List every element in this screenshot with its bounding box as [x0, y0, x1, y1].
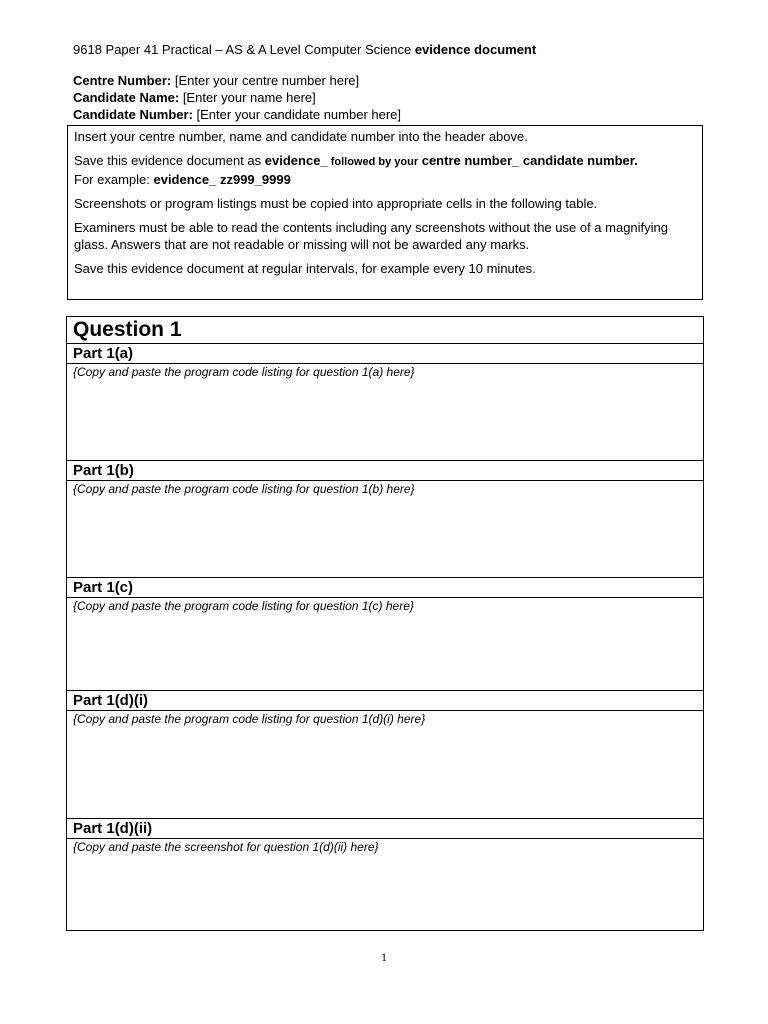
candidate-name-field[interactable]: [Enter your name here]	[179, 90, 316, 105]
candidate-name-line[interactable]	[73, 90, 316, 106]
centre-number-field[interactable]: [Enter your centre number here]	[171, 73, 360, 88]
instruction-screenshots: Screenshots or program listings must be copied into appropriate cells in the following table.	[74, 196, 598, 211]
question-table	[66, 316, 704, 931]
instruction-readable: Examiners must be able to read the contents including any screenshots without the use of a magnifying glass. Answers that are not readable or missing will not be awarded any marks.	[74, 220, 669, 252]
candidate-number-line[interactable]	[73, 107, 401, 123]
header-title: 9618 Paper 41 Practical – AS & A Level Computer Science	[73, 42, 415, 57]
save-as-filename: evidence_	[264, 153, 328, 168]
example-label: For example:	[74, 172, 154, 187]
instruction-save-as	[74, 152, 696, 188]
part-label: Part 1(c)	[67, 578, 704, 598]
instruction-header: Insert your centre number, name and candidate number into the header above.	[74, 129, 528, 144]
question-title: Question 1	[67, 317, 704, 344]
save-as-text: Save this evidence document as	[74, 153, 265, 168]
answer-cell[interactable]: {Copy and paste the program code listing for question 1(c) here}	[67, 598, 704, 691]
instruction-save-regularly: Save this evidence document at regular intervals, for example every 10 minutes.	[74, 261, 536, 276]
header-title-bold: evidence document	[414, 42, 537, 57]
answer-cell[interactable]: {Copy and paste the screenshot for question 1(d)(ii) here}	[67, 839, 704, 931]
part-label: Part 1(a)	[67, 344, 704, 364]
example-filename: evidence_ zz999_9999	[153, 172, 291, 187]
document-header	[73, 42, 536, 58]
answer-cell[interactable]: {Copy and paste the program code listing for question 1(a) here}	[67, 364, 704, 461]
save-as-followed: followed by your	[327, 156, 419, 168]
centre-number-line[interactable]	[73, 73, 359, 89]
answer-cell[interactable]: {Copy and paste the program code listing for question 1(d)(i) here}	[67, 711, 704, 819]
candidate-name-label: Candidate Name:	[73, 90, 180, 105]
candidate-number-field[interactable]: [Enter your candidate number here]	[192, 107, 402, 122]
part-label: Part 1(d)(ii)	[67, 819, 704, 839]
instructions-box	[67, 125, 703, 300]
answer-cell[interactable]: {Copy and paste the program code listing for question 1(b) here}	[67, 481, 704, 578]
part-label: Part 1(d)(i)	[67, 691, 704, 711]
candidate-number-label: Candidate Number:	[73, 107, 193, 122]
centre-number-label: Centre Number:	[73, 73, 172, 88]
part-label: Part 1(b)	[67, 461, 704, 481]
save-as-pattern: centre number_ candidate number.	[418, 153, 638, 168]
page-number: 1	[381, 950, 387, 964]
